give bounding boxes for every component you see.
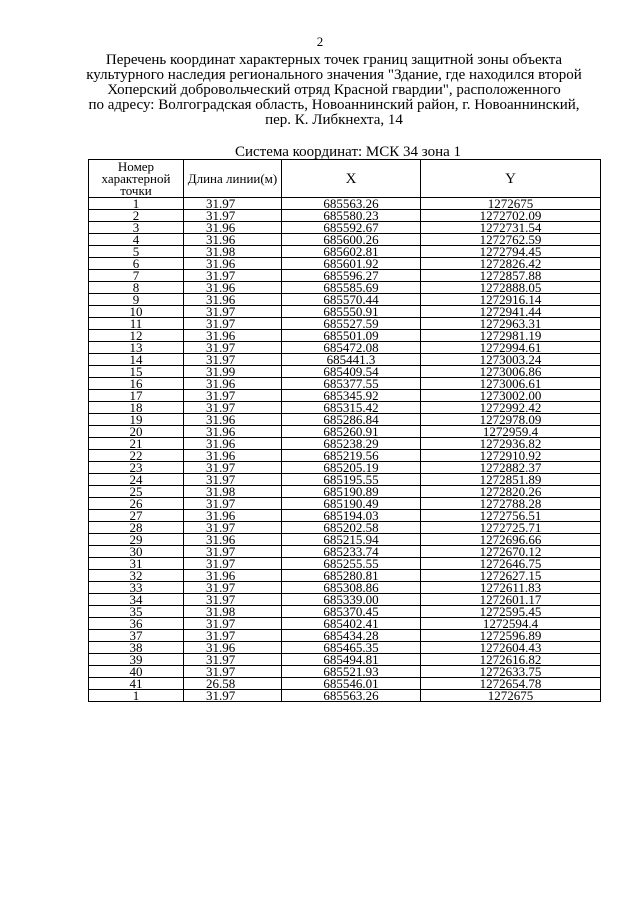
cell-y: 1272595.45	[421, 606, 601, 618]
heading-line: по адресу: Волгоградская область, Новоаннинский район, г. Новоаннинский,	[88, 97, 580, 113]
cell-y: 1272959.4	[421, 426, 601, 438]
table-row	[89, 642, 601, 654]
cell-point-number: 3	[89, 222, 184, 234]
cell-x: 685190.89	[282, 486, 421, 498]
cell-y: 1272670.12	[421, 546, 601, 558]
cell-y: 1272731.54	[421, 222, 601, 234]
header-y: Y	[421, 160, 601, 198]
table-row	[89, 486, 601, 498]
cell-line-length: 31.97	[184, 306, 282, 318]
table-row	[89, 294, 601, 306]
table-row	[89, 414, 601, 426]
cell-y: 1273003.24	[421, 354, 601, 366]
cell-line-length: 31.98	[184, 246, 282, 258]
cell-x: 685521.93	[282, 666, 421, 678]
page-number: 2	[316, 34, 324, 49]
cell-x: 685580.23	[282, 210, 421, 222]
cell-x: 685550.91	[282, 306, 421, 318]
cell-x: 685219.56	[282, 450, 421, 462]
table-row	[89, 438, 601, 450]
table-row	[89, 234, 601, 246]
cell-x: 685563.26	[282, 198, 421, 210]
cell-line-length: 26.58	[184, 678, 282, 690]
cell-point-number: 34	[89, 594, 184, 606]
table-row	[89, 342, 601, 354]
cell-point-number: 27	[89, 510, 184, 522]
cell-line-length: 31.97	[184, 546, 282, 558]
cell-line-length: 31.96	[184, 330, 282, 342]
table-row	[89, 678, 601, 690]
table-row	[89, 306, 601, 318]
cell-y: 1272616.82	[421, 654, 601, 666]
cell-point-number: 29	[89, 534, 184, 546]
table-row	[89, 366, 601, 378]
cell-point-number: 23	[89, 462, 184, 474]
cell-x: 685194.03	[282, 510, 421, 522]
table-row	[89, 690, 601, 702]
cell-y: 1272696.66	[421, 534, 601, 546]
cell-line-length: 31.97	[184, 270, 282, 282]
cell-line-length: 31.97	[184, 402, 282, 414]
cell-point-number: 4	[89, 234, 184, 246]
cell-point-number: 13	[89, 342, 184, 354]
cell-point-number: 39	[89, 654, 184, 666]
cell-y: 1272604.43	[421, 642, 601, 654]
table-row	[89, 522, 601, 534]
cell-y: 1272756.51	[421, 510, 601, 522]
cell-y: 1272994.61	[421, 342, 601, 354]
table-row	[89, 210, 601, 222]
table-body	[89, 198, 601, 702]
cell-y: 1272654.78	[421, 678, 601, 690]
cell-x: 685601.92	[282, 258, 421, 270]
cell-x: 685501.09	[282, 330, 421, 342]
cell-point-number: 25	[89, 486, 184, 498]
cell-y: 1272646.75	[421, 558, 601, 570]
table-row	[89, 378, 601, 390]
cell-point-number: 15	[89, 366, 184, 378]
cell-line-length: 31.97	[184, 390, 282, 402]
cell-line-length: 31.97	[184, 654, 282, 666]
cell-y: 1272702.09	[421, 210, 601, 222]
cell-y: 1272788.28	[421, 498, 601, 510]
cell-point-number: 12	[89, 330, 184, 342]
cell-y: 1272627.15	[421, 570, 601, 582]
cell-line-length: 31.96	[184, 234, 282, 246]
cell-y: 1272762.59	[421, 234, 601, 246]
cell-point-number: 36	[89, 618, 184, 630]
cell-line-length: 31.97	[184, 462, 282, 474]
cell-point-number: 38	[89, 642, 184, 654]
table-row	[89, 534, 601, 546]
table-row	[89, 462, 601, 474]
cell-y: 1272857.88	[421, 270, 601, 282]
cell-point-number: 19	[89, 414, 184, 426]
cell-y: 1272601.17	[421, 594, 601, 606]
document-heading	[60, 53, 608, 128]
cell-line-length: 31.96	[184, 450, 282, 462]
cell-point-number: 11	[89, 318, 184, 330]
cell-x: 685202.58	[282, 522, 421, 534]
cell-x: 685546.01	[282, 678, 421, 690]
table-row	[89, 282, 601, 294]
cell-line-length: 31.99	[184, 366, 282, 378]
cell-point-number: 5	[89, 246, 184, 258]
cell-point-number: 10	[89, 306, 184, 318]
cell-point-number: 30	[89, 546, 184, 558]
table-row	[89, 390, 601, 402]
cell-y: 1272596.89	[421, 630, 601, 642]
cell-x: 685472.08	[282, 342, 421, 354]
header-line-length: Длина линии(м)	[184, 160, 282, 198]
cell-line-length: 31.97	[184, 342, 282, 354]
cell-x: 685315.42	[282, 402, 421, 414]
cell-point-number: 20	[89, 426, 184, 438]
cell-y: 1272675	[421, 198, 601, 210]
cell-x: 685205.19	[282, 462, 421, 474]
table-row	[89, 630, 601, 642]
cell-x: 685602.81	[282, 246, 421, 258]
cell-y: 1273006.61	[421, 378, 601, 390]
heading-line: Перечень координат характерных точек границ защитной зоны объекта	[105, 52, 563, 68]
cell-x: 685215.94	[282, 534, 421, 546]
cell-y: 1272882.37	[421, 462, 601, 474]
cell-y: 1272826.42	[421, 258, 601, 270]
cell-line-length: 31.96	[184, 222, 282, 234]
cell-point-number: 14	[89, 354, 184, 366]
table-row	[89, 498, 601, 510]
cell-y: 1272794.45	[421, 246, 601, 258]
cell-line-length: 31.97	[184, 522, 282, 534]
table-row	[89, 426, 601, 438]
cell-line-length: 31.96	[184, 414, 282, 426]
cell-point-number: 7	[89, 270, 184, 282]
cell-x: 685260.91	[282, 426, 421, 438]
cell-point-number: 16	[89, 378, 184, 390]
cell-y: 1272633.75	[421, 666, 601, 678]
cell-x: 685255.55	[282, 558, 421, 570]
cell-point-number: 6	[89, 258, 184, 270]
cell-line-length: 31.96	[184, 642, 282, 654]
cell-line-length: 31.97	[184, 198, 282, 210]
cell-point-number: 24	[89, 474, 184, 486]
header-point-number: Номер характерной точки	[89, 160, 184, 198]
cell-point-number: 31	[89, 558, 184, 570]
cell-line-length: 31.97	[184, 498, 282, 510]
cell-line-length: 31.96	[184, 258, 282, 270]
cell-point-number: 33	[89, 582, 184, 594]
table-row	[89, 318, 601, 330]
cell-line-length: 31.97	[184, 630, 282, 642]
table-row	[89, 198, 601, 210]
cell-x: 685238.29	[282, 438, 421, 450]
cell-y: 1273002.00	[421, 390, 601, 402]
cell-x: 685465.35	[282, 642, 421, 654]
table-row	[89, 582, 601, 594]
cell-x: 685592.67	[282, 222, 421, 234]
cell-line-length: 31.97	[184, 318, 282, 330]
cell-x: 685190.49	[282, 498, 421, 510]
cell-point-number: 21	[89, 438, 184, 450]
cell-x: 685286.84	[282, 414, 421, 426]
cell-x: 685339.00	[282, 594, 421, 606]
cell-y: 1272916.14	[421, 294, 601, 306]
cell-point-number: 26	[89, 498, 184, 510]
cell-x: 685600.26	[282, 234, 421, 246]
table-row	[89, 246, 601, 258]
cell-line-length: 31.97	[184, 690, 282, 702]
cell-x: 685585.69	[282, 282, 421, 294]
cell-line-length: 31.97	[184, 354, 282, 366]
cell-y: 1272992.42	[421, 402, 601, 414]
cell-line-length: 31.96	[184, 534, 282, 546]
cell-x: 685441.3	[282, 354, 421, 366]
cell-point-number: 41	[89, 678, 184, 690]
cell-line-length: 31.96	[184, 294, 282, 306]
cell-point-number: 40	[89, 666, 184, 678]
cell-x: 685280.81	[282, 570, 421, 582]
cell-x: 685494.81	[282, 654, 421, 666]
table-header-row	[89, 160, 601, 198]
cell-line-length: 31.97	[184, 594, 282, 606]
cell-x: 685596.27	[282, 270, 421, 282]
cell-y: 1272981.19	[421, 330, 601, 342]
cell-x: 685409.54	[282, 366, 421, 378]
cell-y: 1272941.44	[421, 306, 601, 318]
cell-y: 1272936.82	[421, 438, 601, 450]
cell-y: 1272910.92	[421, 450, 601, 462]
cell-line-length: 31.97	[184, 666, 282, 678]
table-row	[89, 258, 601, 270]
table-row	[89, 654, 601, 666]
cell-line-length: 31.98	[184, 606, 282, 618]
heading-line: культурного наследия регионального значения "Здание, где находился второй	[86, 67, 582, 83]
cell-point-number: 32	[89, 570, 184, 582]
cell-y: 1273006.86	[421, 366, 601, 378]
coordinate-system-caption: Система координат: МСК 34 зона 1	[234, 144, 462, 160]
cell-line-length: 31.96	[184, 438, 282, 450]
cell-x: 685527.59	[282, 318, 421, 330]
cell-line-length: 31.98	[184, 486, 282, 498]
cell-x: 685370.45	[282, 606, 421, 618]
table-row	[89, 606, 601, 618]
cell-point-number: 17	[89, 390, 184, 402]
cell-line-length: 31.97	[184, 558, 282, 570]
cell-line-length: 31.96	[184, 282, 282, 294]
cell-point-number: 2	[89, 210, 184, 222]
cell-line-length: 31.96	[184, 378, 282, 390]
table-row	[89, 270, 601, 282]
cell-line-length: 31.96	[184, 510, 282, 522]
cell-x: 685233.74	[282, 546, 421, 558]
cell-line-length: 31.97	[184, 474, 282, 486]
cell-x: 685402.41	[282, 618, 421, 630]
cell-point-number: 1	[89, 198, 184, 210]
cell-line-length: 31.96	[184, 426, 282, 438]
cell-point-number: 8	[89, 282, 184, 294]
table-row	[89, 666, 601, 678]
cell-x: 685345.92	[282, 390, 421, 402]
table-row	[89, 330, 601, 342]
table-row	[89, 570, 601, 582]
table-row	[89, 402, 601, 414]
cell-y: 1272594.4	[421, 618, 601, 630]
table-row	[89, 354, 601, 366]
table-row	[89, 510, 601, 522]
cell-y: 1272888.05	[421, 282, 601, 294]
table-row	[89, 222, 601, 234]
cell-x: 685434.28	[282, 630, 421, 642]
cell-y: 1272611.83	[421, 582, 601, 594]
table-row	[89, 474, 601, 486]
cell-x: 685308.86	[282, 582, 421, 594]
cell-y: 1272963.31	[421, 318, 601, 330]
cell-y: 1272851.89	[421, 474, 601, 486]
table-row	[89, 618, 601, 630]
cell-line-length: 31.96	[184, 570, 282, 582]
heading-line: пер. К. Либкнехта, 14	[265, 112, 403, 128]
cell-x: 685195.55	[282, 474, 421, 486]
cell-point-number: 28	[89, 522, 184, 534]
header-x: X	[282, 160, 421, 198]
cell-x: 685377.55	[282, 378, 421, 390]
table-row	[89, 450, 601, 462]
cell-point-number: 37	[89, 630, 184, 642]
cell-line-length: 31.97	[184, 210, 282, 222]
cell-x: 685570.44	[282, 294, 421, 306]
cell-y: 1272978.09	[421, 414, 601, 426]
coordinates-table	[88, 159, 601, 702]
cell-line-length: 31.97	[184, 618, 282, 630]
cell-x: 685563.26	[282, 690, 421, 702]
cell-point-number: 35	[89, 606, 184, 618]
cell-point-number: 9	[89, 294, 184, 306]
cell-point-number: 18	[89, 402, 184, 414]
cell-point-number: 1	[89, 690, 184, 702]
table-row	[89, 594, 601, 606]
cell-y: 1272820.26	[421, 486, 601, 498]
table-row	[89, 558, 601, 570]
cell-line-length: 31.97	[184, 582, 282, 594]
cell-y: 1272675	[421, 690, 601, 702]
cell-point-number: 22	[89, 450, 184, 462]
heading-line: Хоперский добровольческий отряд Красной гвардии", расположенного	[107, 82, 561, 98]
table-row	[89, 546, 601, 558]
cell-y: 1272725.71	[421, 522, 601, 534]
